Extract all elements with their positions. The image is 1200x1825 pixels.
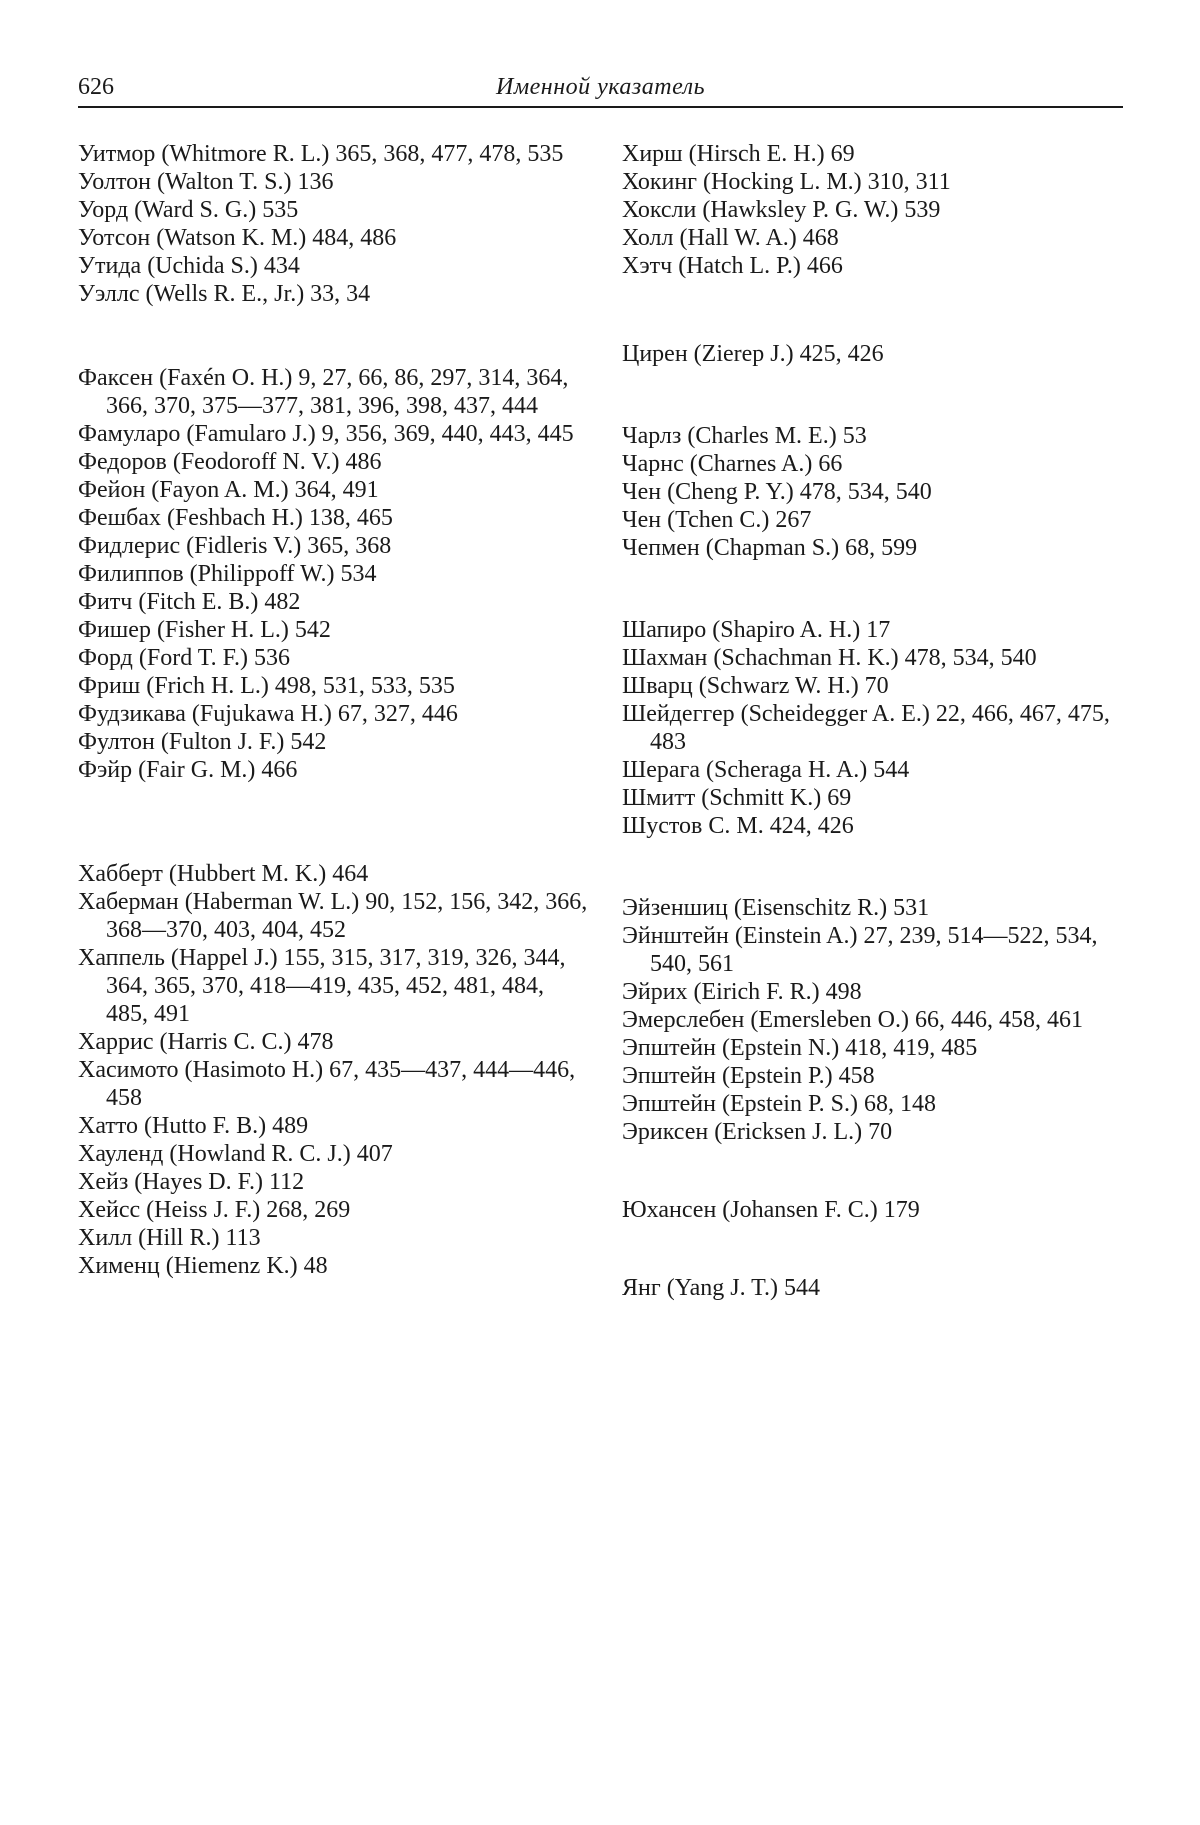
letter-group xyxy=(622,616,1127,840)
index-entry: Утида (Uchida S.) 434 xyxy=(78,253,300,279)
index-entry: Шахман (Schachman H. K.) 478, 534, 540 xyxy=(622,645,1037,671)
index-entry: Фамуларо (Famularo J.) 9, 356, 369, 440, 443, 445 xyxy=(78,421,574,447)
index-entry: Хокинг (Hocking L. M.) 310, 311 xyxy=(622,169,951,195)
index-entry: Хасимото (Hasimoto H.) 67, 435—437, 444—446, 458 xyxy=(78,1057,576,1111)
index-column-left xyxy=(78,140,590,1280)
index-entry: Фешбах (Feshbach H.) 138, 465 xyxy=(78,505,393,531)
index-entry: Фриш (Frich H. L.) 498, 531, 533, 535 xyxy=(78,673,455,699)
index-entry: Федоров (Feodoroff N. V.) 486 xyxy=(78,449,382,475)
index-entry: Хирш (Hirsch E. H.) 69 xyxy=(622,141,855,167)
letter-group xyxy=(622,140,1127,280)
index-entry: Уотсон (Watson K. M.) 484, 486 xyxy=(78,225,397,251)
letter-group xyxy=(622,894,1127,1146)
index-column-right xyxy=(622,140,1127,1302)
index-entry: Эпштейн (Epstein P.) 458 xyxy=(622,1063,875,1089)
index-entry: Филиппов (Philippoff W.) 534 xyxy=(78,561,377,587)
index-entry: Фидлерис (Fidleris V.) 365, 368 xyxy=(78,533,392,559)
index-entry: Форд (Ford T. F.) 536 xyxy=(78,645,291,671)
index-entry: Уитмор (Whitmore R. L.) 365, 368, 477, 478, 535 xyxy=(78,141,564,167)
index-entry: Хатто (Hutto F. B.) 489 xyxy=(78,1113,309,1139)
index-entry: Юхансен (Johansen F. C.) 179 xyxy=(622,1197,920,1223)
letter-group xyxy=(78,140,590,308)
index-entry: Чен (Cheng P. Y.) 478, 534, 540 xyxy=(622,479,932,505)
index-entry: Чен (Tchen C.) 267 xyxy=(622,507,812,533)
letter-group xyxy=(622,1274,1127,1302)
index-entry: Эйнштейн (Einstein A.) 27, 239, 514—522, 534, 540, 561 xyxy=(622,923,1098,977)
index-entry: Уолтон (Walton T. S.) 136 xyxy=(78,169,334,195)
index-entry: Фитч (Fitch E. B.) 482 xyxy=(78,589,301,615)
index-entry: Хауленд (Howland R. C. J.) 407 xyxy=(78,1141,393,1167)
index-entry: Фишер (Fisher H. L.) 542 xyxy=(78,617,331,643)
index-entry: Эриксен (Ericksen J. L.) 70 xyxy=(622,1119,893,1145)
index-entry: Фудзикава (Fujukawa H.) 67, 327, 446 xyxy=(78,701,458,727)
index-entry: Хейз (Hayes D. F.) 112 xyxy=(78,1169,305,1195)
index-entry: Чарнс (Charnes A.) 66 xyxy=(622,451,843,477)
running-title: Именной указатель xyxy=(495,74,706,100)
index-entry: Хилл (Hill R.) 113 xyxy=(78,1225,261,1251)
page-header xyxy=(78,62,1123,108)
index-entry: Эпштейн (Epstein P. S.) 68, 148 xyxy=(622,1091,937,1117)
letter-group xyxy=(78,364,590,784)
index-entry: Факсен (Faxén O. H.) 9, 27, 66, 86, 297, 314, 364, 366, 370, 375—377, 381, 396, 398, 437, 444 xyxy=(78,365,569,419)
index-entry: Фейон (Fayon A. M.) 364, 491 xyxy=(78,477,379,503)
index-entry: Шварц (Schwarz W. H.) 70 xyxy=(622,673,889,699)
index-entry: Холл (Hall W. A.) 468 xyxy=(622,225,839,251)
index-entry: Хэтч (Hatch L. P.) 466 xyxy=(622,253,843,279)
index-entry: Эйрих (Eirich F. R.) 498 xyxy=(622,979,862,1005)
letter-group xyxy=(622,422,1127,562)
index-entry: Хаберман (Haberman W. L.) 90, 152, 156, 342, 366, 368—370, 403, 404, 452 xyxy=(78,889,588,943)
index-entry: Чарлз (Charles M. E.) 53 xyxy=(622,423,867,449)
index-entry: Янг (Yang J. T.) 544 xyxy=(622,1275,821,1301)
index-entry: Фултон (Fulton J. F.) 542 xyxy=(78,729,327,755)
letter-group xyxy=(622,1196,1127,1224)
page-number: 626 xyxy=(78,74,114,100)
index-entry: Шустов С. М. 424, 426 xyxy=(622,813,854,839)
index-entry: Эпштейн (Epstein N.) 418, 419, 485 xyxy=(622,1035,978,1061)
index-entry: Шейдеггер (Scheidegger A. E.) 22, 466, 467, 475, 483 xyxy=(622,701,1110,755)
letter-group xyxy=(78,860,590,1280)
index-entry: Эйзеншиц (Eisenschitz R.) 531 xyxy=(622,895,930,921)
index-entry: Уорд (Ward S. G.) 535 xyxy=(78,197,299,223)
index-entry: Хейсс (Heiss J. F.) 268, 269 xyxy=(78,1197,351,1223)
index-entry: Фэйр (Fair G. M.) 466 xyxy=(78,757,298,783)
index-entry: Хаппель (Happel J.) 155, 315, 317, 319, 326, 344, 364, 365, 370, 418—419, 435, 452, 481, 484, 485, 491 xyxy=(78,945,566,1027)
index-entry: Уэллс (Wells R. E., Jr.) 33, 34 xyxy=(78,281,371,307)
index-entry: Шерага (Scheraga H. A.) 544 xyxy=(622,757,910,783)
index-entry: Чепмен (Chapman S.) 68, 599 xyxy=(622,535,918,561)
index-entry: Шапиро (Shapiro A. H.) 17 xyxy=(622,617,891,643)
index-entry: Хименц (Hiemenz K.) 48 xyxy=(78,1253,328,1279)
index-entry: Шмитт (Schmitt K.) 69 xyxy=(622,785,852,811)
index-entry: Хоксли (Hawksley P. G. W.) 539 xyxy=(622,197,941,223)
index-entry: Харрис (Harris C. C.) 478 xyxy=(78,1029,334,1055)
index-entry: Эмерслебен (Emersleben O.) 66, 446, 458, 461 xyxy=(622,1007,1083,1033)
index-entry: Хабберт (Hubbert M. K.) 464 xyxy=(78,861,369,887)
index-entry: Цирен (Zierep J.) 425, 426 xyxy=(622,341,884,367)
letter-group xyxy=(622,340,1127,368)
